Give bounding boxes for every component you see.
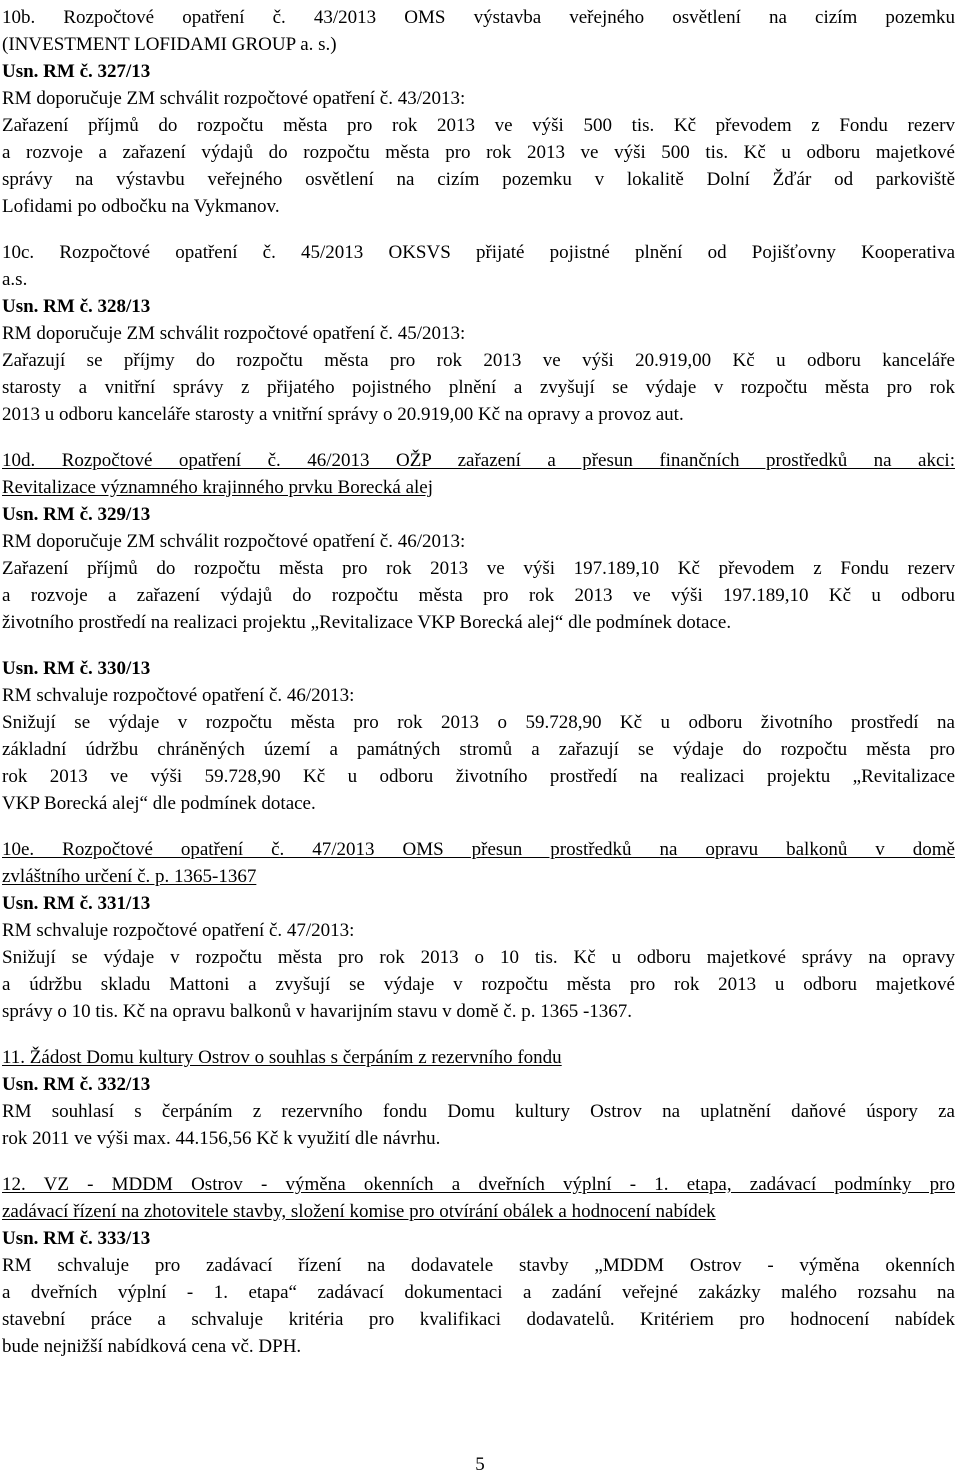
resolution-text: životního prostředí na realizaci projektu „Revitalizace VKP Borecká alej“ dle podmínek dotace. xyxy=(2,612,732,633)
resolution-intro: RM doporučuje ZM schválit rozpočtové opatření č. 46/2013: xyxy=(2,531,466,552)
section-12 xyxy=(2,1171,955,1360)
resolution-intro: RM schvaluje rozpočtové opatření č. 47/2013: xyxy=(2,920,355,941)
spacer xyxy=(2,1152,955,1171)
resolution-text: a dveřních výplní - 1. etapa“ zadávací dokumentaci a zadání veřejné zakázky malého rozsahu na xyxy=(2,1282,955,1303)
resolution-text: starosty a vnitřní správy z přijatého pojistného plnění a zvyšují se výdaje v rozpočtu města pro rok xyxy=(2,377,955,398)
resolution-text: Lofidami po odbočku na Vykmanov. xyxy=(2,196,280,217)
section-heading: (INVESTMENT LOFIDAMI GROUP a. s.) xyxy=(2,34,337,55)
resolution-number: Usn. RM č. 329/13 xyxy=(2,504,151,525)
resolution-intro: RM doporučuje ZM schválit rozpočtové opatření č. 43/2013: xyxy=(2,88,466,109)
section-heading: zadávací řízení na zhotovitele stavby, složení komise pro otvírání obálek a hodnocení nabídek xyxy=(2,1201,716,1222)
resolution-text: a údržbu skladu Mattoni a zvyšují se výdaje v rozpočtu města pro rok 2013 u odboru majetkové xyxy=(2,974,955,995)
spacer xyxy=(2,220,955,239)
resolution-number: Usn. RM č. 330/13 xyxy=(2,658,151,679)
section-10b xyxy=(2,4,955,220)
section-heading: 10e. Rozpočtové opatření č. 47/2013 OMS přesun prostředků na opravu balkonů v domě xyxy=(2,839,955,860)
resolution-text: rok 2011 ve výši max. 44.156,56 Kč k využití dle návrhu. xyxy=(2,1128,441,1149)
section-10e xyxy=(2,836,955,1025)
resolution-text: Snižují se výdaje v rozpočtu města pro rok 2013 o 59.728,90 Kč u odboru životního prostředí na xyxy=(2,712,955,733)
resolution-number: Usn. RM č. 332/13 xyxy=(2,1074,151,1095)
resolution-text: správy o 10 tis. Kč na opravu balkonů v havarijním stavu v domě č. p. 1365 -1367. xyxy=(2,1001,633,1022)
resolution-text: stavební práce a schvaluje kritéria pro kvalifikaci dodavatelů. Kritériem pro hodnocení nabídek xyxy=(2,1309,955,1330)
resolution-intro: RM doporučuje ZM schválit rozpočtové opatření č. 45/2013: xyxy=(2,323,466,344)
resolution-text: správy na výstavbu veřejného osvětlení na cizím pozemku v lokalitě Dolní Žďár od parkoviště xyxy=(2,169,955,190)
section-heading-underlined xyxy=(2,1044,955,1071)
resolution-text: RM souhlasí s čerpáním z rezervního fondu Domu kultury Ostrov na uplatnění daňové úspory za xyxy=(2,1101,955,1122)
resolution-number: Usn. RM č. 327/13 xyxy=(2,61,151,82)
section-heading: 10d. Rozpočtové opatření č. 46/2013 OŽP zařazení a přesun finančních prostředků na akci: xyxy=(2,450,955,471)
spacer xyxy=(2,817,955,836)
section-heading: zvláštního určení č. p. 1365-1367 xyxy=(2,866,257,887)
resolution-text: Zařazují se příjmy do rozpočtu města pro rok 2013 ve výši 20.919,00 Kč u odboru kanceláře xyxy=(2,350,955,371)
document-page xyxy=(2,4,955,1360)
section-heading: 10b. Rozpočtové opatření č. 43/2013 OMS výstavba veřejného osvětlení na cizím pozemku xyxy=(2,7,955,28)
spacer xyxy=(2,1025,955,1044)
resolution-text: 2013 u odboru kanceláře starosty a vnitřní správy o 20.919,00 Kč na opravy a provoz aut. xyxy=(2,404,684,425)
resolution-text: VKP Borecká alej“ dle podmínek dotace. xyxy=(2,793,316,814)
resolution-text: RM schvaluje pro zadávací řízení na dodavatele stavby „MDDM Ostrov - výměna okenních xyxy=(2,1255,955,1276)
resolution-text: základní údržbu chráněných území a památných stromů a zařazují se výdaje do rozpočtu města pro xyxy=(2,739,955,760)
section-heading: 10c. Rozpočtové opatření č. 45/2013 OKSVS přijaté pojistné plnění od Pojišťovny Kooperativa xyxy=(2,242,955,263)
resolution-intro: RM schvaluje rozpočtové opatření č. 46/2013: xyxy=(2,685,355,706)
section-heading: Revitalizace významného krajinného prvku Borecká alej xyxy=(2,477,434,498)
section-heading: 11. Žádost Domu kultury Ostrov o souhlas s čerpáním z rezervního fondu xyxy=(2,1047,562,1068)
resolution-text: a rozvoje a zařazení výdajů do rozpočtu města pro rok 2013 ve výši 197.189,10 Kč u odboru xyxy=(2,585,955,606)
resolution-text: rok 2013 ve výši 59.728,90 Kč u odboru životního prostředí na realizaci projektu „Revitalizace xyxy=(2,766,955,787)
section-heading: 12. VZ - MDDM Ostrov - výměna okenních a dveřních výplní - 1. etapa, zadávací podmínky pro xyxy=(2,1174,955,1195)
resolution-text: Zařazení příjmů do rozpočtu města pro rok 2013 ve výši 500 tis. Kč převodem z Fondu rezerv xyxy=(2,115,955,136)
resolution-text: Snižují se výdaje v rozpočtu města pro rok 2013 o 10 tis. Kč u odboru majetkové správy na opravy xyxy=(2,947,955,968)
section-heading-underlined xyxy=(2,1198,955,1225)
section-11 xyxy=(2,1044,955,1152)
resolution-text: Zařazení příjmů do rozpočtu města pro rok 2013 ve výši 197.189,10 Kč převodem z Fondu rezerv xyxy=(2,558,955,579)
section-10c xyxy=(2,239,955,428)
resolution-number: Usn. RM č. 328/13 xyxy=(2,296,151,317)
resolution-text: bude nejnižší nabídková cena vč. DPH. xyxy=(2,1336,302,1357)
section-10d xyxy=(2,447,955,817)
spacer xyxy=(2,636,955,655)
resolution-text: a rozvoje a zařazení výdajů do rozpočtu města pro rok 2013 ve výši 500 tis. Kč u odboru majetkové xyxy=(2,142,955,163)
spacer xyxy=(2,428,955,447)
resolution-number: Usn. RM č. 331/13 xyxy=(2,893,151,914)
section-heading: a.s. xyxy=(2,269,28,290)
section-heading-underlined xyxy=(2,474,955,501)
section-heading-underlined xyxy=(2,863,955,890)
page-number: 5 xyxy=(475,1454,485,1475)
resolution-number: Usn. RM č. 333/13 xyxy=(2,1228,151,1249)
